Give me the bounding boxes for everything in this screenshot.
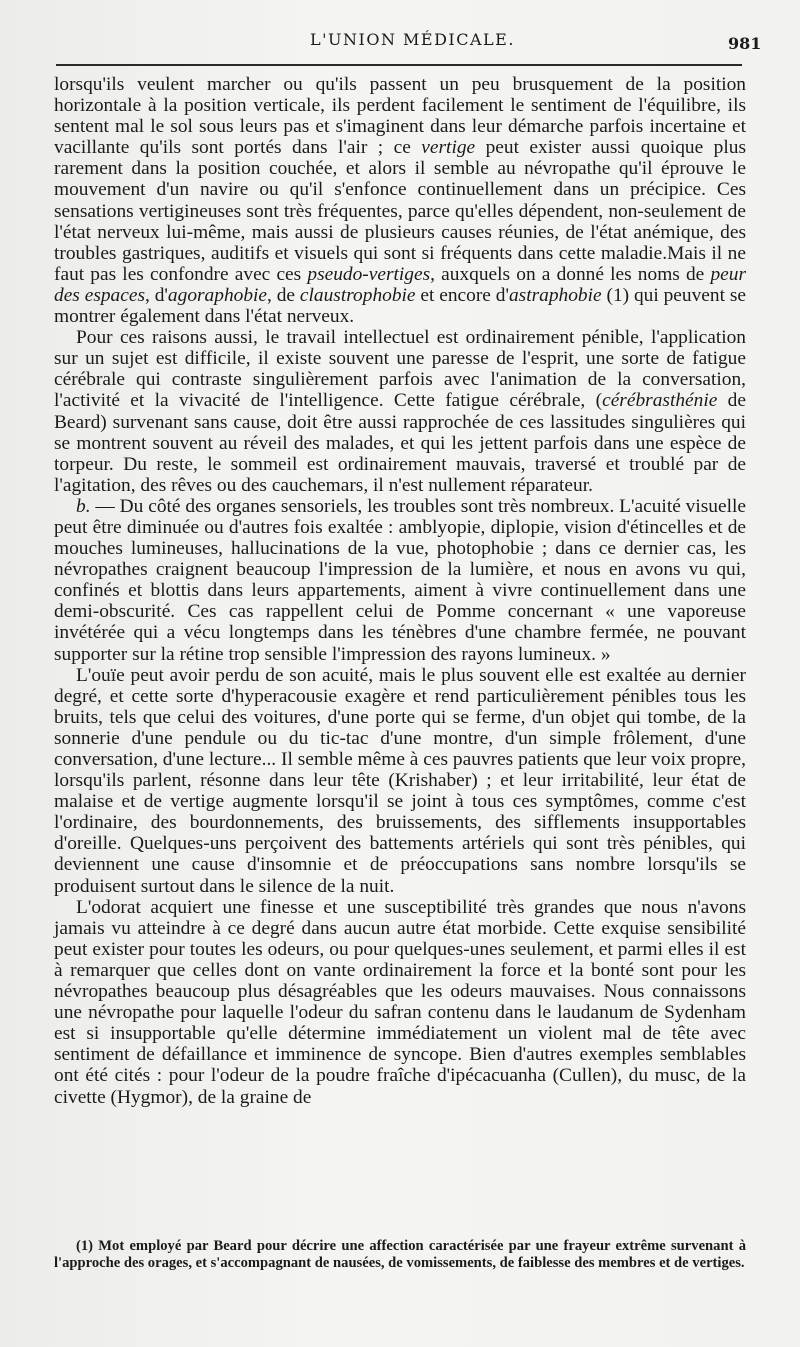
text-run: et encore d' <box>415 284 509 306</box>
text-run: — Du côté des organes sensoriels, les troubles sont très nombreux. L'acuité visuelle peut être diminuée ou d'autres fois exaltée : amblyopie, diplopie, vision d'étincelles et de mouches lumineuses, hallucinations de la vue, photophobie ; dans ce dernier cas, les névropathes craignent beaucoup l'impression de la lumière, et nous en avons vu qui, confinés et blottis dans leurs appartements, aiment à vivre continuellement dans une demi-obscurité. Ces cas rappellent celui de Pomme concernant « une vaporeuse invétérée qui a vécu longtemps dans les ténèbres d'une chambre fermée, ne pouvant supporter sur la rétine trop sensible l'impression des rayons lumineux. » <box>54 495 746 665</box>
text-run: lorsqu'ils veulent marcher ou qu'ils passent un peu brusquement de la position horizontale à la position verticale, ils perdent facilement le sentiment de l'équilibre, ils sentent mal le sol sous leurs pas et s'imaginent dans leur démarche parfois incertaine et vacillante qu'ils sont portés dans l'air ; ce <box>54 74 746 159</box>
body-paragraph <box>54 897 746 1108</box>
italic-term: pseudo-vertiges <box>307 263 431 285</box>
text-run: , auxquels on a donné les noms de <box>430 263 711 285</box>
body-paragraph <box>54 665 746 897</box>
page-number: 981 <box>728 34 762 53</box>
body-text <box>54 74 746 1108</box>
italic-term: b. <box>76 495 91 517</box>
text-run: (1) qui peuvent se montrer également dans l'état nerveux. <box>54 284 746 328</box>
italic-term: agoraphobie <box>167 284 268 306</box>
text-run: de Beard) survenant sans cause, doit être aussi rapprochée de ces lassitudes singulières qui se montrent souvent au réveil des malades, et qui les jettent parfois dans une espèce de torpeur. Du reste, le sommeil est ordinairement mauvais, traversé et troublé par de l'agitation, des rêves ou des cauchemars, il n'est nullement réparateur. <box>54 390 746 496</box>
italic-term: claustrophobie <box>299 284 416 306</box>
body-paragraph <box>54 327 746 496</box>
text-run: peut exister aussi quoique plus rarement dans la position couchée, et alors il semble au névropathe qu'il éprouve le mouvement d'un navire ou qu'il s'enfonce continuellement dans un précipice. Ces sensations vertigineuses sont très fréquentes, parce qu'elles dépendent, non-seulement de l'état nerveux lui-même, mais aussi de plusieurs causes réunies, de l'état anémique, des troubles gastriques, auditifs et visuels qui sont si fréquents dans cette maladie.Mais il ne faut pas les confondre avec ces <box>54 137 746 285</box>
italic-term: vertige <box>421 137 476 159</box>
italic-term: cérébrasthénie <box>602 390 718 412</box>
footnote-text: (1) Mot employé par Beard pour décrire une affection caractérisée par une frayeur extrême survenant à l'approche des orages, et s'accompagnant de nausées, de vomissements, de faiblesse des membres et de vertiges. <box>54 1238 746 1271</box>
italic-term: astraphobie <box>508 284 602 306</box>
footnote <box>54 1238 746 1272</box>
text-run: L'ouïe peut avoir perdu de son acuité, mais le plus souvent elle est exaltée au dernier degré, et cette sorte d'hyperacousie exagère et rend particulièrement pénibles tous les bruits, tels que celui des voitures, d'une porte qui se ferme, d'un objet qui tombe, de la sonnerie d'une pendule ou du tic-tac d'une montre, d'un simple frôlement, d'une conversation, d'une lecture... Il semble même à ces pauvres patients que leur voix propre, lorsqu'ils parlent, résonne dans leur tête (Krishaber) ; et leur irritabilité, leur état de malaise et de vertige augmente lorsqu'il se joint à tous ces symptômes, comme c'est l'ordinaire, des bourdonnements, des bruissements, des sifflements insupportables d'oreille. Quelques-uns perçoivent des battements artériels qui sont très pénibles, qui deviennent une cause d'insomnie et de préoccupations sans nombre lorsqu'ils se produisent surtout dans le silence de la nuit. <box>54 664 746 897</box>
running-title: L'UNION MÉDICALE. <box>310 30 515 49</box>
body-paragraph <box>54 74 746 327</box>
text-run: , de <box>267 284 300 306</box>
text-run: L'odorat acquiert une finesse et une susceptibilité très grandes que nous n'avons jamais vu atteindre à ce degré dans aucun autre état morbide. Cette exquise sensibilité peut exister pour toutes les odeurs, ou pour quelques-unes seulement, et parmi elles il est à remarquer que celles dont on vante ordinairement la force et la bonté sont pour les névropathes beaucoup plus désagréables que les odeurs mauvaises. Nous connaissons une névropathe pour laquelle l'odeur du safran contenu dans le laudanum de Sydenham est si insupportable qu'elle détermine immédiatement un violent mal de tête avec sentiment de défaillance et imminence de syncope. Bien d'autres exemples semblables ont été cités : pour l'odeur de la poudre fraîche d'ipécacuanha (Cullen), du musc, de la civette (Hygmor), de la graine de <box>54 896 746 1108</box>
page-header <box>0 30 800 64</box>
text-run: Pour ces raisons aussi, le travail intellectuel est ordinairement pénible, l'application sur un sujet est difficile, il existe souvent une paresse de l'esprit, une sorte de fatigue cérébrale qui contraste singulièrement parfois avec l'animation de la conversation, l'activité et la vivacité de l'intelligence. Cette fatigue cérébrale, ( <box>54 327 746 412</box>
italic-term: peur des espaces <box>54 263 746 306</box>
header-rule <box>56 64 742 66</box>
body-paragraph <box>54 496 746 665</box>
text-run: , d' <box>145 284 168 306</box>
